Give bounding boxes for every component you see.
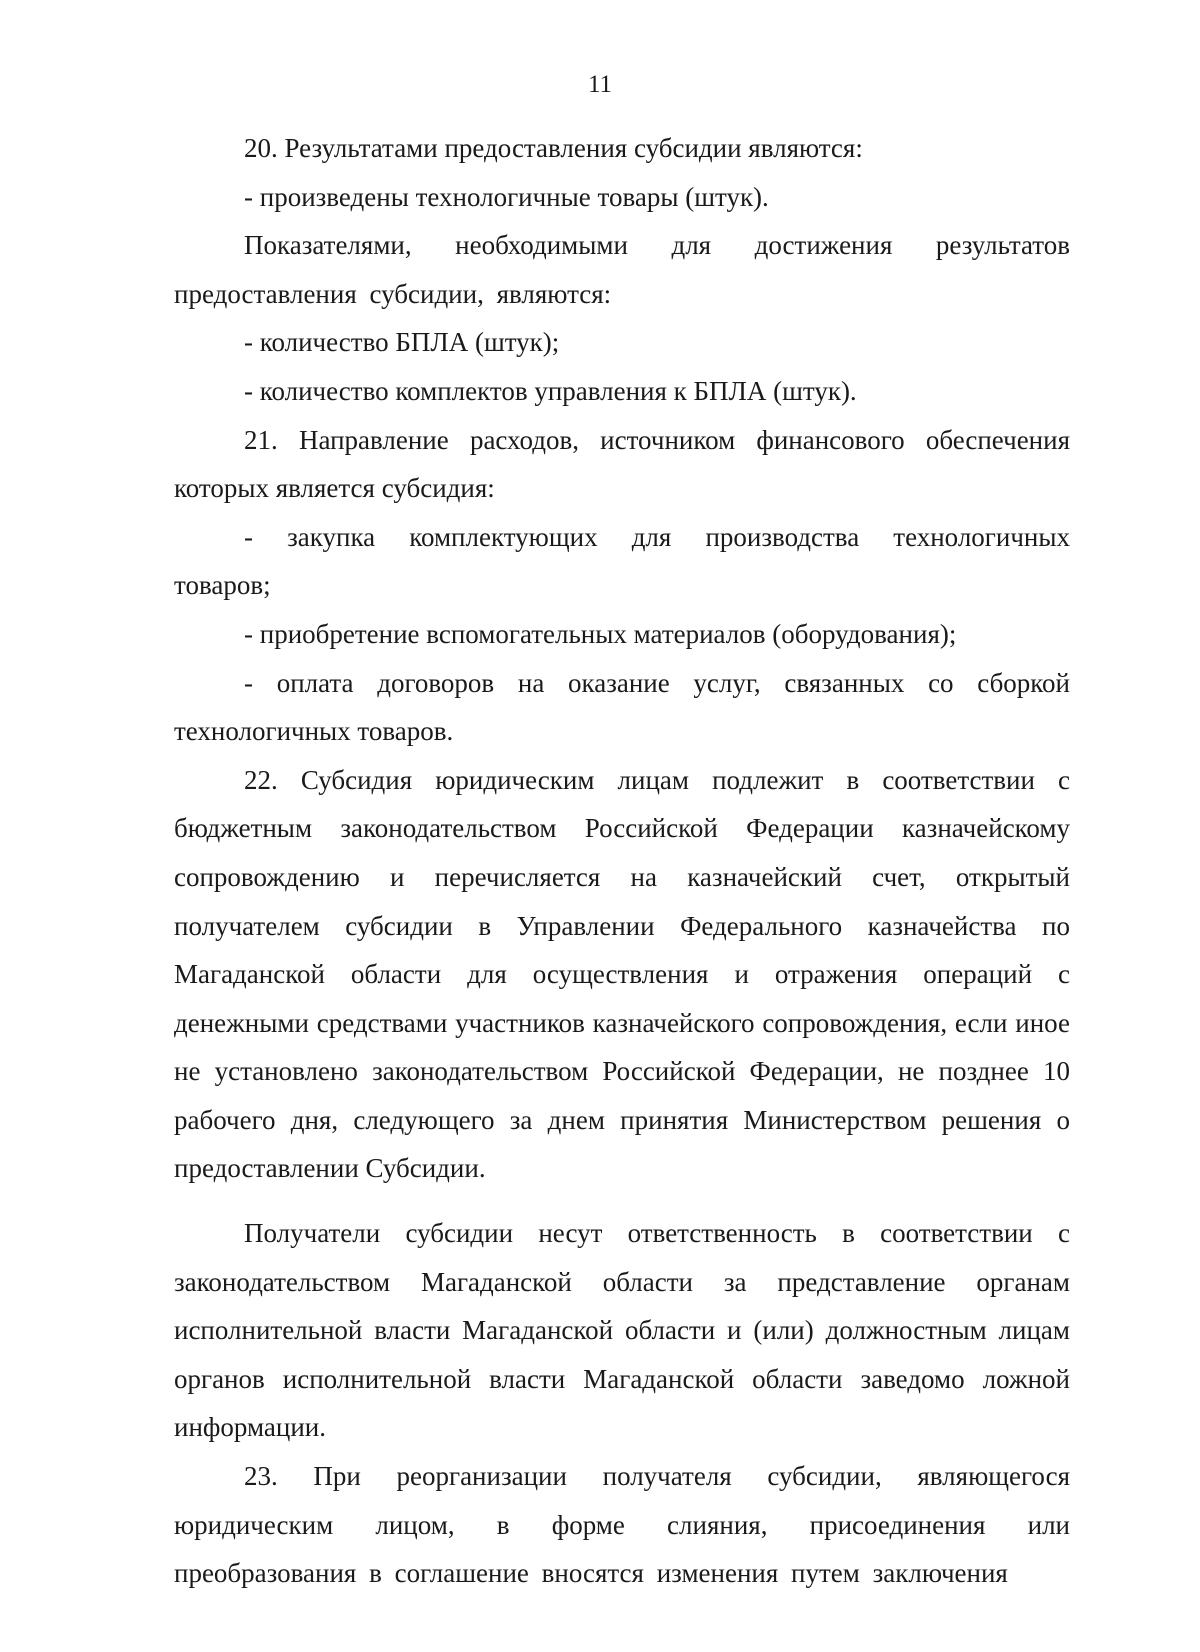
paragraph-22-treasury: 22. Субсидия юридическим лицам подлежит в соответствии с бюджетным законодательством Российской Федерации казначейскому сопровождению и перечисляется на казначейский счет, открытый получателем субсидии в Управлении Федерального казначейства по Магаданской области для осуществления и отражения операций с денежными средствами участников казначейского сопровождения, если иное не установлено законодательством Российской Федерации, не позднее 10 рабочего дня, следующего за днем принятия Министерством решения о предоставлении Субсидии. — [174, 764, 1070, 1184]
list-item-components-purchase: - закупка комплектующих для производства технологичных товаров; — [174, 521, 1070, 601]
document-body — [174, 124, 1070, 1598]
list-item-auxiliary-materials: - приобретение вспомогательных материалов (оборудования); — [244, 618, 957, 649]
list-item-produced-goods: - произведены технологичные товары (штук). — [244, 181, 769, 212]
paragraph-responsibility: Получатели субсидии несут ответственность в соответствии с законодательством Магаданской области за представление органам исполнительной власти Магаданской области и (или) должностным лицам органов исполнительной власти Магаданской области заведомо ложной информации. — [174, 1218, 1070, 1443]
paragraph-23-reorganization: 23. При реорганизации получателя субсидии, являющегося юридическим лицом, в форме слияния, присоединения или преобразования в соглашение вносятся изменения путем заключения — [174, 1461, 1070, 1589]
paragraph-20-results: 20. Результатами предоставления субсидии являются: — [244, 133, 863, 163]
paragraph-21-expenses: 21. Направление расходов, источником финансового обеспечения которых является субсидия: — [174, 424, 1070, 504]
list-item-services-payment: - оплата договоров на оказание услуг, связанных со сборкой технологичных товаров. — [174, 667, 1070, 747]
page-number: 11 — [587, 71, 613, 98]
paragraph-indicators: Показателями, необходимыми для достижения результатов предоставления субсидии, являются: — [174, 230, 1070, 309]
list-item-uav-count: - количество БПЛА (штук); — [244, 327, 560, 358]
list-item-control-kits-count: - количество комплектов управления к БПЛА (штук). — [244, 375, 857, 406]
paragraph-gap — [174, 1193, 1070, 1209]
